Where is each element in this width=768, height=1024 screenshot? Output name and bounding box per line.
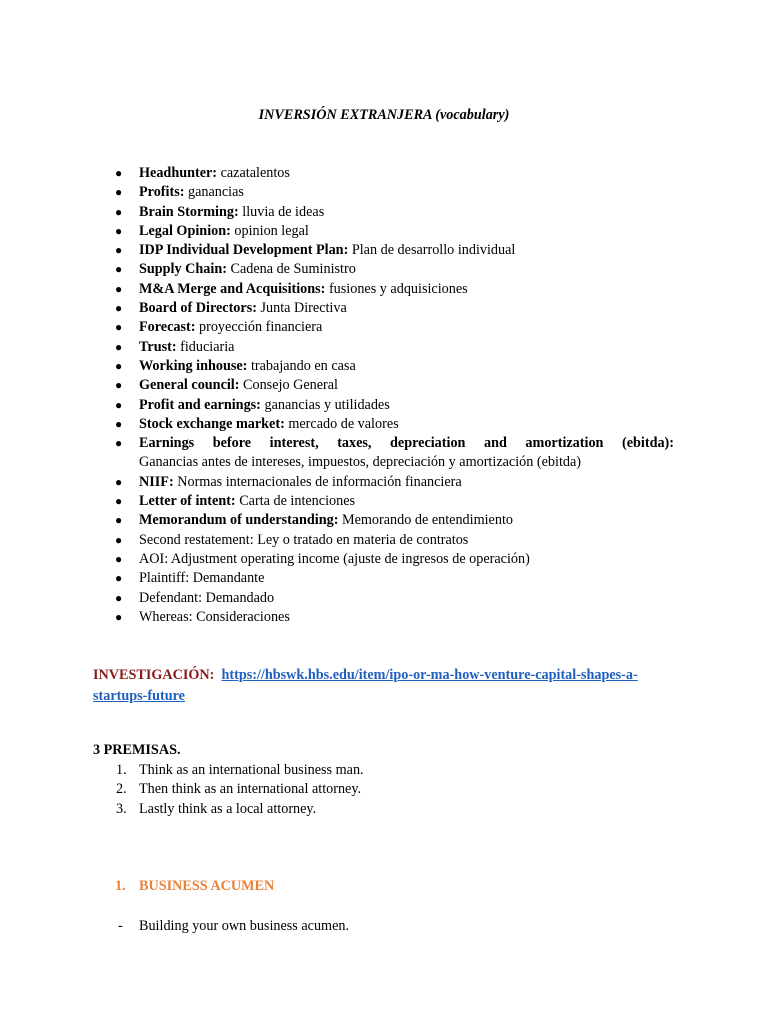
section-heading <box>115 877 275 896</box>
vocab-definition: ganancias <box>184 184 244 201</box>
vocab-term: IDP Individual Development Plan: <box>139 242 349 259</box>
vocab-term: Supply Chain: <box>139 261 227 278</box>
vocab-term: Brain Storming: <box>139 203 239 220</box>
bullet-icon: ● <box>115 397 123 412</box>
section-title: BUSINESS ACUMEN <box>139 878 275 894</box>
vocab-definition: Defendant: Demandado <box>139 589 275 606</box>
premisas-list <box>0 761 364 819</box>
dash-marker: - <box>118 918 123 934</box>
bullet-icon: ● <box>115 590 123 605</box>
bullet-icon: ● <box>115 243 123 258</box>
vocab-definition: lluvia de ideas <box>238 203 325 220</box>
premisa-text: Think as an international business man. <box>139 762 364 778</box>
list-item <box>0 761 364 780</box>
list-item <box>0 183 674 202</box>
list-item <box>0 780 364 799</box>
list-item <box>0 338 674 357</box>
vocab-term: Board of Directors: <box>139 300 257 317</box>
list-item <box>0 608 674 627</box>
list-item <box>0 357 674 376</box>
vocab-definition: mercado de valores <box>284 415 399 432</box>
vocabulary-list <box>0 164 768 627</box>
vocab-definition: Whereas: Consideraciones <box>139 608 290 625</box>
bullet-icon: ● <box>115 378 123 393</box>
vocab-definition: opinion legal <box>230 222 309 239</box>
vocab-term: Stock exchange market: <box>139 415 285 432</box>
vocab-term: M&A Merge and Acquisitions: <box>139 280 326 297</box>
list-item <box>0 511 674 530</box>
premisas-heading: 3 PREMISAS. <box>93 742 181 758</box>
bullet-icon: ● <box>115 185 123 200</box>
list-item <box>0 434 674 473</box>
bullet-icon: ● <box>115 301 123 316</box>
vocab-definition: Plaintiff: Demandante <box>139 570 265 587</box>
vocab-definition: cazatalentos <box>217 165 290 181</box>
investigacion-paragraph <box>93 665 678 707</box>
section-number: 1. <box>115 878 126 894</box>
vocab-term: Earnings before interest, taxes, depreciation and amortization (ebitda): <box>139 435 674 452</box>
bullet-icon: ● <box>115 166 123 180</box>
vocab-definition: Consejo General <box>239 377 338 394</box>
vocab-definition: ganancias y utilidades <box>260 396 390 413</box>
vocab-definition: Cadena de Suministro <box>226 261 356 278</box>
list-item <box>0 569 674 588</box>
bullet-icon: ● <box>115 223 123 238</box>
bullet-icon: ● <box>115 339 123 354</box>
vocab-definition: Junta Directiva <box>256 300 347 317</box>
list-item <box>0 241 674 260</box>
list-item <box>0 299 674 318</box>
vocab-definition: fiduciaria <box>176 338 235 355</box>
vocab-definition: fusiones y adquisiciones <box>325 280 468 297</box>
vocab-term: Letter of intent: <box>139 493 236 510</box>
list-item <box>0 280 674 299</box>
vocab-term: Headhunter: <box>139 165 218 181</box>
vocab-definition: AOI: Adjustment operating income (ajuste de ingresos de operación) <box>139 550 530 567</box>
bullet-icon: ● <box>115 281 123 296</box>
vocab-definition: Memorando de entendimiento <box>338 512 513 529</box>
bullet-icon: ● <box>115 474 123 489</box>
bullet-icon: ● <box>115 551 123 566</box>
vocab-term: Forecast: <box>139 319 196 336</box>
bullet-icon: ● <box>115 204 123 219</box>
list-item <box>0 531 674 550</box>
bullet-icon: ● <box>115 532 123 547</box>
bullet-icon: ● <box>115 416 123 431</box>
list-item <box>0 396 674 415</box>
bullet-icon: ● <box>115 571 123 586</box>
list-item <box>0 318 674 337</box>
list-item <box>0 473 674 492</box>
list-number: 3. <box>116 800 127 817</box>
bullet-icon: ● <box>115 513 123 528</box>
vocab-definition: Normas internacionales de información financiera <box>173 473 462 490</box>
list-item <box>0 492 674 511</box>
investigacion-label: INVESTIGACIÓN: <box>93 667 215 683</box>
bullet-icon: ● <box>115 320 123 335</box>
vocab-term: General council: <box>139 377 240 394</box>
bullet-icon: ● <box>115 609 123 624</box>
dash-list-item <box>118 917 350 936</box>
list-item <box>0 800 364 819</box>
investigacion-link[interactable]: https://hbswk.hbs.edu/item/ipo-or-ma-how-venture-capital-shapes-a-startups-future <box>93 667 638 704</box>
list-item <box>0 550 674 569</box>
list-number: 2. <box>116 781 127 798</box>
bullet-icon: ● <box>115 436 123 451</box>
vocab-definition: trabajando en casa <box>247 357 356 374</box>
vocab-term: NIIF: <box>139 473 174 490</box>
vocab-definition: Ganancias antes de intereses, impuestos, depreciación y amortización (ebitda) <box>139 454 582 471</box>
vocab-term: Profit and earnings: <box>139 396 261 413</box>
vocab-term: Profits: <box>139 184 185 201</box>
list-item <box>0 203 674 222</box>
list-item <box>0 164 674 183</box>
premisa-text: Lastly think as a local attorney. <box>139 800 317 817</box>
list-item <box>0 589 674 608</box>
premisa-text: Then think as an international attorney. <box>139 781 362 798</box>
vocab-term: Trust: <box>139 338 177 355</box>
list-item <box>0 376 674 395</box>
vocab-definition: proyección financiera <box>195 319 323 336</box>
list-item <box>0 415 674 434</box>
document-title: INVERSIÓN EXTRANJERA (vocabulary) <box>258 107 510 123</box>
vocab-definition: Second restatement: Ley o tratado en materia de contratos <box>139 531 469 548</box>
bullet-icon: ● <box>115 262 123 277</box>
bullet-icon: ● <box>115 358 123 373</box>
bullet-icon: ● <box>115 494 123 509</box>
vocab-term: Legal Opinion: <box>139 222 231 239</box>
vocab-definition: Plan de desarrollo individual <box>348 242 516 259</box>
vocab-term: Working inhouse: <box>139 357 248 374</box>
list-item <box>0 222 674 241</box>
list-item <box>0 260 674 279</box>
list-number: 1. <box>116 762 127 778</box>
vocab-term: Memorandum of understanding: <box>139 512 339 529</box>
dash-item-text: Building your own business acumen. <box>139 918 350 934</box>
vocab-definition: Carta de intenciones <box>235 493 356 510</box>
